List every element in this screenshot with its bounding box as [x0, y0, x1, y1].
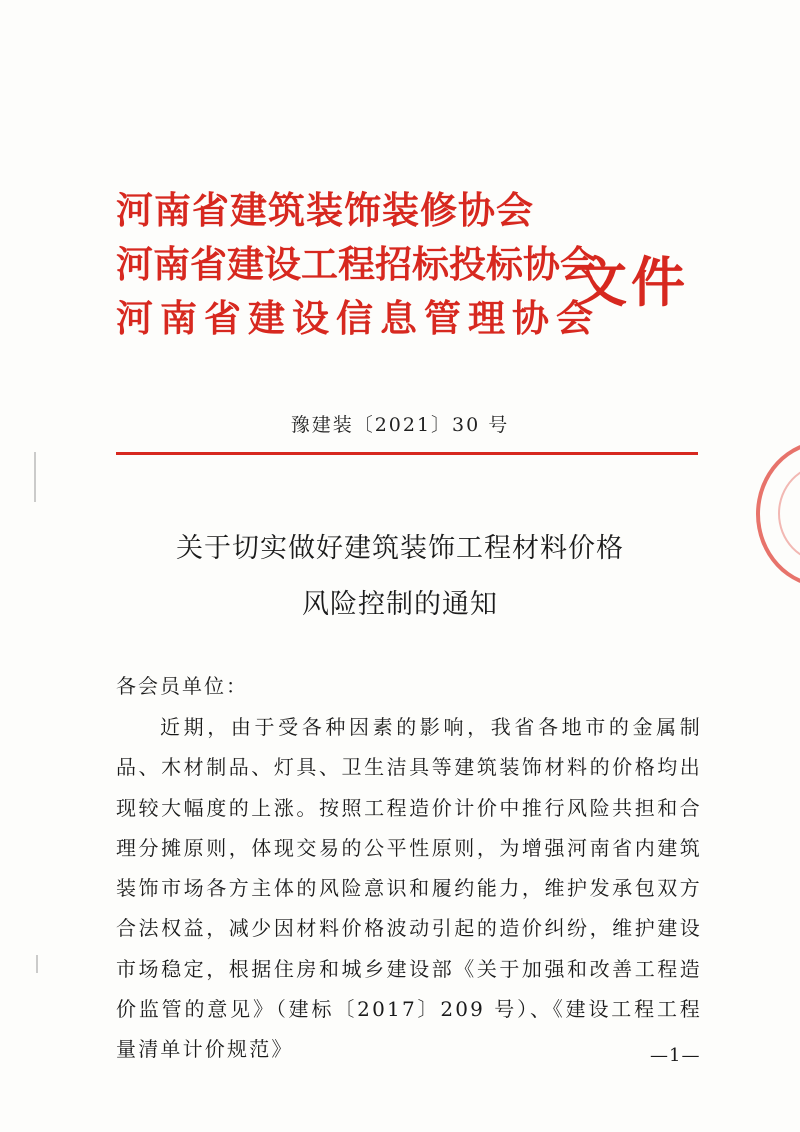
scan-mark — [36, 955, 38, 973]
body-paragraph: 近期，由于受各种因素的影响，我省各地市的金属制品、木材制品、灯具、卫生洁具等建筑装饰材料的价格均出现较大幅度的上涨。按照工程造价计价中推行风险共担和合理分摊原则，体现交易的公平性原则，为增强河南省内建筑装饰市场各方主体的风险意识和履约能力，维护发承包双方合法权益，减少因材料价格波动引起的造价纠纷，维护建设市场稳定，根据住房和城乡建设部《关于加强和改善工程造价监管的意见》（建标〔2017〕209 号）、《建设工程工程量清单计价规范》 — [116, 715, 702, 1062]
issuer-name: 河南省建设工程招标投标协会 — [116, 243, 597, 286]
scan-mark — [34, 452, 36, 502]
document-number: 豫建装〔2021〕30 号 — [290, 414, 510, 436]
salutation: 各会员单位： — [116, 674, 248, 698]
red-divider-line — [116, 452, 698, 455]
issuer-name: 河南省建筑装饰装修协会 — [116, 189, 534, 232]
document-title-line-1: 关于切实做好建筑装饰工程材料价格 — [176, 533, 624, 564]
issuer-block — [116, 186, 600, 348]
official-seal-stamp — [756, 440, 800, 588]
document-type-label: 文件 — [573, 251, 689, 314]
page-number: —1— — [650, 1045, 701, 1066]
issuer-name: 河南省建设信息管理协会 — [116, 297, 600, 340]
document-title-line-2: 风险控制的通知 — [302, 589, 498, 620]
